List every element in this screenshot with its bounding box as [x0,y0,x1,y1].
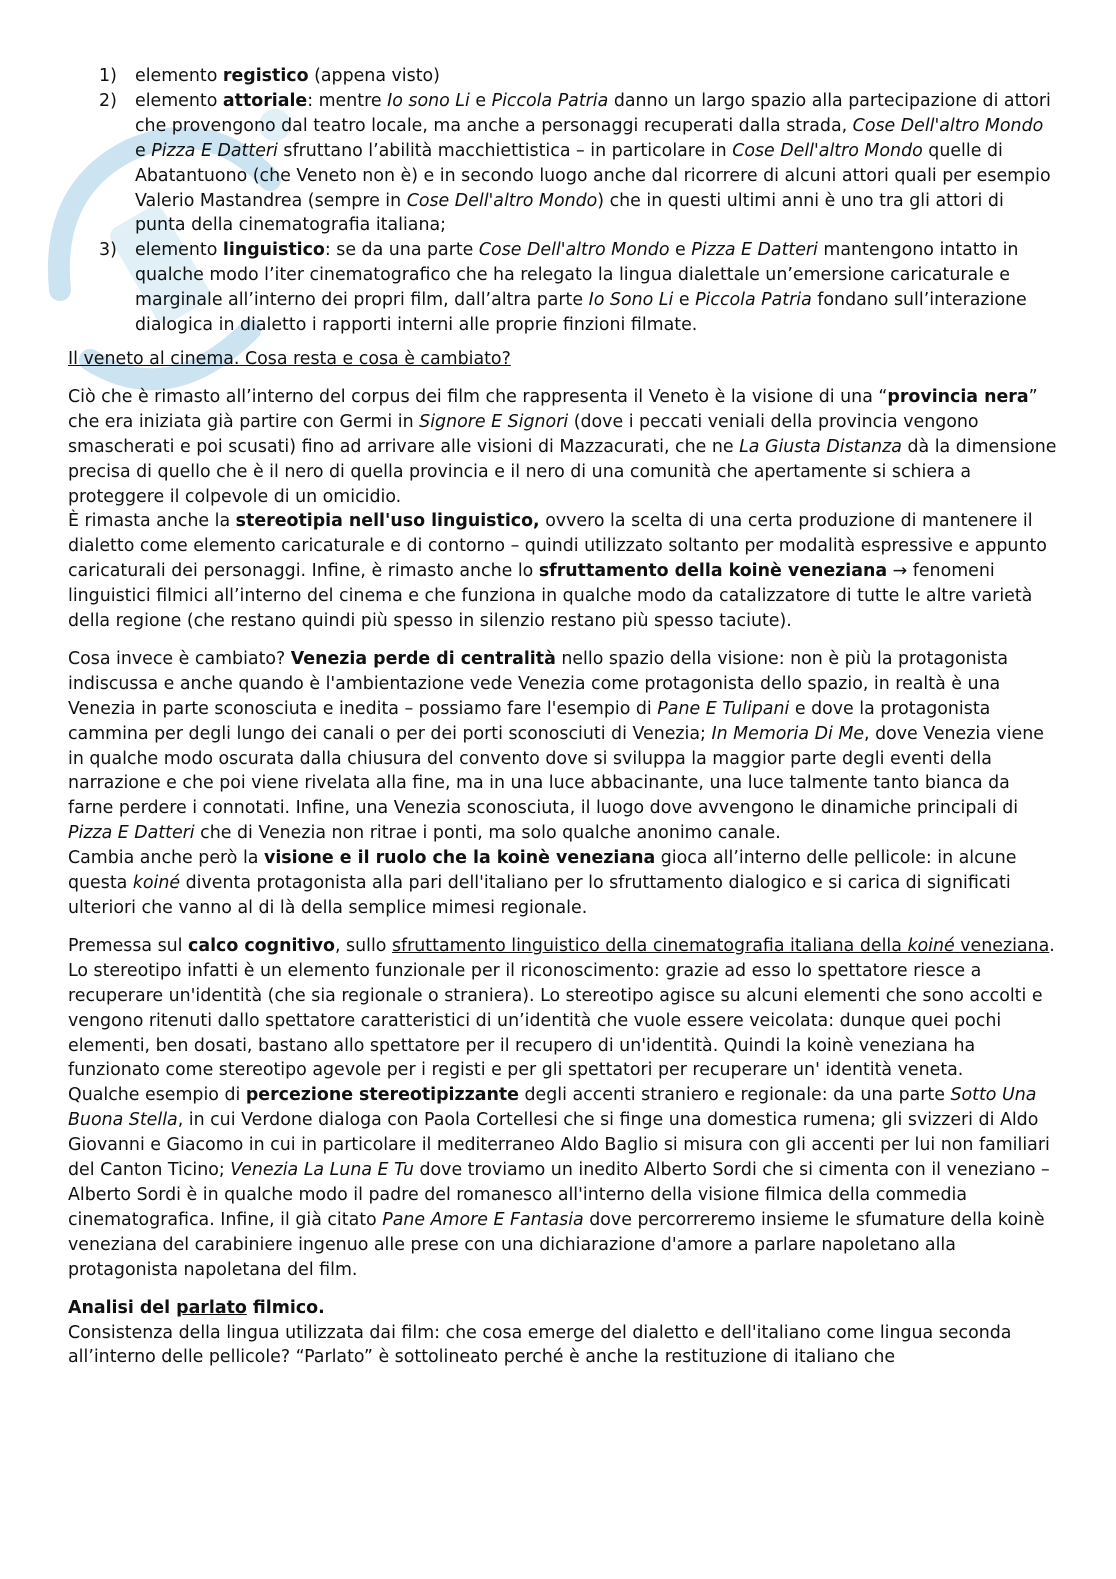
numbered-list [68,64,1058,338]
list-number: 1) [99,66,117,86]
paragraph: Consistenza della lingua utilizzata dai film: che cosa emerge del dialetto e dell'italiano come lingua seconda all’interno delle pellicole? “Parlato” è sottolineato perché è anche la restituzione di italiano che [68,1322,1012,1368]
paragraph: Cosa invece è cambiato? Venezia perde di centralità nello spazio della visione: non è più la protagonista indiscussa e anche quando è l'ambientazione vede Venezia come protagonista dello spazio, in realtà è una Venezia in parte sconosciuta e inedita – possiamo fare l'esempio di Pane E Tulipani e dove la protagonista cammina per degli lungo dei canali o per dei porti sconosciuti di Venezia; In Memoria Di Me, dove Venezia viene in qualche modo oscurata dalla chiusura del convento dove si sviluppa la maggior parte degli eventi della narrazione e che poi viene rivelata alla fine, ma in una luce abbacinante, una luce talmente tanto bianca da farne perdere i connotati. Infine, una Venezia sconosciuta, il luogo dove avvengono le dinamiche principali di Pizza E Datteri che di Venezia non ritrae i ponti, ma solo qualche anonimo canale. [68,648,1044,844]
paragraph: È rimasta anche la stereotipia nell'uso linguistico, ovvero la scelta di una certa produzione di mantenere il dialetto come elemento caricaturale e di contorno – quindi utilizzato soltanto per modalità espressive e appunto caricaturali dei personaggi. Infine, è rimasto anche lo sfruttamento della koinè veneziana → fenomeni linguistici filmici all’interno del cinema e che funziona in qualche modo da catalizzatore di tutte le altre varietà della regione (che restano quindi più spesso in silenzio restano più spesso taciute). [68,511,1047,632]
list-item: 3) elemento linguistico: se da una parte Cose Dell'altro Mondo e Pizza E Datteri mantengono intatto in qualche modo l’iter cinematografico che ha relegato la lingua dialettale un’emersione caricaturale e marginale all’interno dei propri film, dall’altra parte Io Sono Li e Piccola Patria fondano sull’interazione dialogica in dialetto i rapporti interni alle proprie finzioni filmate. [99,240,1027,336]
list-number: 2) [99,90,117,111]
list-number: 3) [99,240,117,261]
section-heading: Analisi del parlato filmico. [68,1297,325,1318]
paragraph: Lo stereotipo infatti è un elemento funzionale per il riconoscimento: grazie ad esso lo spettatore riesce a recuperare un'identità (che sia regionale o straniera). Lo stereotipo agisce su alcuni elementi che sono accolti e vengono ritenuti dallo spettatore caratteristici di un’identità che vuole essere veicolata: dunque quei pochi elementi, ben dosati, bastano allo spettatore per il recupero di un'identità. Quindi la koinè veneziana ha funzionato come stereotipo agevole per i registi e per gli spettatori per recuperare un' identità veneta. [68,960,1043,1081]
paragraph: Cambia anche però la visione e il ruolo che la koinè veneziana gioca all’interno delle pellicole: in alcune questa koiné diventa protagonista alla pari dell'italiano per lo sfruttamento dialogico e si carica di significati ulteriori che vanno al di là della semplice mimesi regionale. [68,848,1017,918]
paragraph: Ciò che è rimasto all’interno del corpus dei film che rappresenta il Veneto è la visione di una “provincia nera” che era iniziata già partire con Germi in Signore E Signori (dove i peccati veniali della provincia vengono smascherati e poi scusati) fino ad arrivare alle visioni di Mazzacurati, che ne La Giusta Distanza dà la dimensione precisa di quello che è il nero di quella provincia e il nero di una comunità che apertamente si schiera a proteggere il colpevole di un omicidio. [68,386,1057,507]
document-body [68,64,1058,1370]
paragraph: Premessa sul calco cognitivo, sullo sfruttamento linguistico della cinematografia italiana della koiné veneziana. [68,935,1055,956]
list-item: 2) elemento attoriale: mentre Io sono Li e Piccola Patria danno un largo spazio alla partecipazione di attori che provengono dal teatro locale, ma anche a personaggi recuperati dalla strada, Cose Dell'altro Mondo e Pizza E Datteri sfruttano l’abilità macchiettistica – in particolare in Cose Dell'altro Mondo quelle di Abatantuono (che Veneto non è) e in secondo luogo anche dal ricorrere di alcuni attori quali per esempio Valerio Mastandrea (sempre in Cose Dell'altro Mondo) che in questi ultimi anni è uno tra gli attori di punta della cinematografia italiana; [99,90,1051,236]
arrow-icon: → [887,561,913,582]
section-heading: Il veneto al cinema. Cosa resta e cosa è cambiato? [68,348,511,369]
paragraph: Qualche esempio di percezione stereotipizzante degli accenti straniero e regionale: da una parte Sotto Una Buona Stella, in cui Verdone dialoga con Paola Cortellesi che si finge una domestica rumena; gli svizzeri di Aldo Giovanni e Giacomo in cui in particolare il mediterraneo Aldo Baglio si misura con gli accenti per lui non familiari del Canton Ticino; Venezia La Luna E Tu dove troviamo un inedito Alberto Sordi che si cimenta con il veneziano – Alberto Sordi è in qualche modo il padre del romanesco all'interno della visione filmica della commedia cinematografica. Infine, il già citato Pane Amore E Fantasia dove percorreremo insieme le sfumature della koinè veneziana del carabiniere ingenuo alle prese con una dichiarazione d'amore a parlare napoletano alla protagonista napoletana del film. [68,1085,1050,1280]
list-item: 1) elemento registico (appena visto) [68,64,1058,89]
